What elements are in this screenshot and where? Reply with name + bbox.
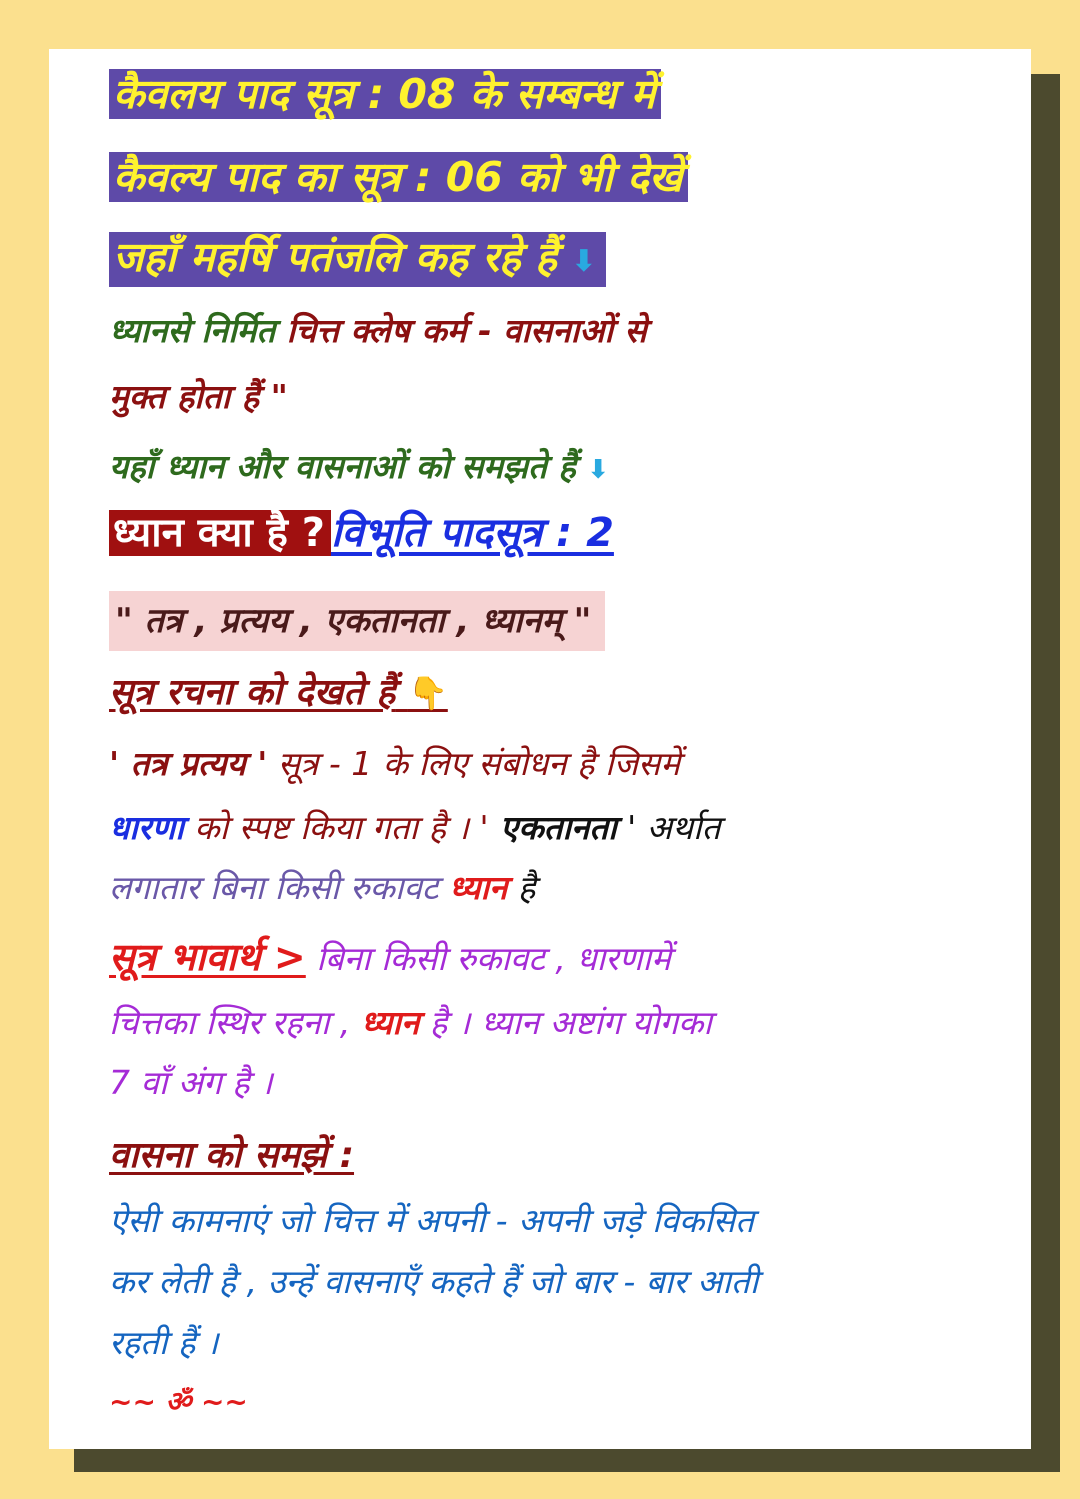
pointing-down-hand-icon: 👇 (407, 674, 448, 712)
meaning-term-dhyan: ध्यान (360, 1003, 420, 1042)
vasana-text-3: रहती हैं । (109, 1323, 219, 1362)
sutra-text (109, 591, 605, 651)
explanation-text-4: को स्पष्ट किया गता है । ' (183, 808, 489, 847)
structure-heading (109, 662, 448, 724)
vasana-line-1 (109, 1191, 754, 1251)
arrow-down-icon: ⬇ (571, 244, 597, 279)
explanation-term-dhyan: ध्यान (448, 868, 508, 907)
closing-om (109, 1377, 248, 1427)
arrow-down-icon: ⬇ (587, 455, 610, 485)
explanation-text-9: है (507, 868, 536, 907)
vasana-title: वासना को समझें : (109, 1135, 355, 1176)
explanation-line-2 (109, 798, 720, 858)
heading-line-1-text: कैवलय पाद सूत्र : 08 के सम्बन्ध में (113, 70, 656, 118)
quote-line-1 (109, 301, 647, 361)
meaning-label: सूत्र भावार्थ > (109, 935, 306, 979)
vasana-heading (109, 1125, 354, 1187)
section-dhyan (109, 504, 614, 562)
explanation-term-ekatanata: एकतानता (488, 808, 617, 847)
vasana-text-2: कर लेती है , उन्हें वासनाएँ कहते हैं जो बार - बार आती (109, 1262, 759, 1301)
heading-line-2-text: कैवल्य पाद का सूत्र : 06 को भी देखें (113, 153, 683, 201)
vasana-text-1: ऐसी कामनाएं जो चित्त में अपनी - अपनी जड़े विकसित (109, 1201, 754, 1240)
explanation-term-dharana: धारणा (109, 808, 184, 847)
content-card (49, 49, 1031, 1449)
quote-line-2 (109, 367, 288, 427)
explanation-line-3 (109, 858, 535, 918)
meaning-text-4: है । ध्यान अष्टांग योगका (419, 1003, 712, 1042)
quote-part-2: चित्त क्लेष कर्म - वासनाओं से (286, 311, 647, 350)
section-dhyan-title: ध्यान क्या है ? (109, 510, 331, 556)
heading-line-2 (109, 152, 688, 202)
intro-text: यहाँ ध्यान और वासनाओं को समझते हैं (109, 447, 576, 486)
explanation-text-2: सूत्र - 1 के लिए संबोधन है जिसमें (267, 744, 681, 783)
explanation-term-1: ' तत्र प्रत्यय ' (109, 744, 268, 783)
meaning-text-1: बिना किसी रुकावट , धारणामें (305, 939, 671, 978)
explanation-text-6: ' अर्थात (616, 808, 721, 847)
meaning-line-2 (109, 993, 712, 1053)
heading-line-1 (109, 69, 661, 119)
heading-line-3 (109, 232, 606, 287)
explanation-line-1 (109, 734, 680, 794)
quote-part-3: मुक्त होता हैं " (109, 377, 288, 416)
meaning-line-1 (109, 927, 671, 989)
meaning-line-3 (109, 1053, 273, 1113)
sutra-text-value: " तत्र , प्रत्यय , एकतानता , ध्यानम् " (115, 601, 592, 641)
explanation-text-7: लगातार बिना किसी रुकावट (109, 868, 449, 907)
meaning-text-2: चित्तका स्थिर रहना , (109, 1003, 361, 1042)
quote-part-1: ध्यानसे निर्मित (109, 311, 287, 350)
structure-title: सूत्र रचना को देखते हैं (109, 672, 396, 713)
closing-text: ~~ ॐ ~~ (109, 1385, 248, 1418)
intro-line (109, 437, 609, 500)
heading-line-3-text: जहाँ महर्षि पतंजलि कह रहे हैं (113, 233, 557, 281)
sutra-reference: विभूति पादसूत्र : 2 (330, 510, 614, 556)
vasana-line-3 (109, 1313, 218, 1373)
vasana-line-2 (109, 1252, 758, 1312)
meaning-text-5: 7 वाँ अंग है । (109, 1063, 273, 1102)
